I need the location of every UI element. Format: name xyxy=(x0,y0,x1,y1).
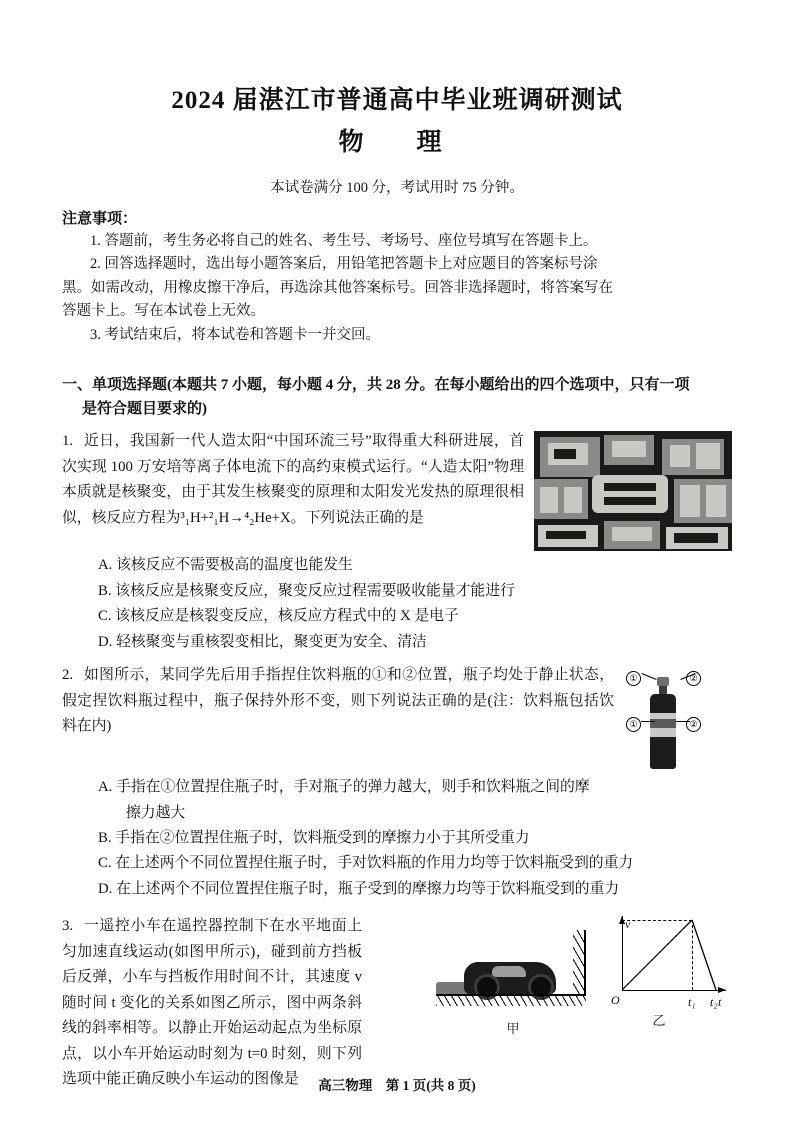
tick-label-t2: t₂ xyxy=(710,995,718,1010)
figure-label-jia: 甲 xyxy=(506,1021,520,1037)
question-number: 1. xyxy=(62,433,74,450)
option-a[interactable]: A. 手指在①位置捏住瓶子时，手对瓶子的弹力越大，则手和饮料瓶之间的摩 xyxy=(98,779,590,796)
notice-item: 1. 答题前，考生务必将自己的姓名、考生号、考场号、座位号填写在答题卡上。 xyxy=(90,233,598,249)
option-d[interactable]: D. 在上述两个不同位置捏住瓶子时，瓶子受到的摩擦力均等于饮料瓶受到的重力 xyxy=(98,880,620,897)
footer-text: 高三物理 第 1 页(共 8 页) xyxy=(318,1078,476,1093)
question-text: 近日，我国新一代人造太阳“中国环流三号”取得重大科研进展，首次实现 100 万安培等离子体电流下的高约束模式运行。“人造太阳”物理本质就是核聚变，由于其发生核聚变的原理和太阳发光发热的原理很相似，核反应方程为³₁H+²₁H→⁴₂He+X。下列说法正确的是 xyxy=(62,433,524,526)
question-text: 一遥控小车在遥控器控制下在水平地面上匀加速直线运动(如图甲所示)，碰到前方挡板后反弹，小车与挡板作用时间不计，其速度 v 随时间 t 变化的关系如图乙所示，图中两条斜线的斜率相等。以静止开始运动起点为坐标原点，以小车开始运动时刻为 t=0 时刻，则下列选项中能正确反映小车运动的图像是 xyxy=(62,918,362,1087)
notice-title: 注意事项： xyxy=(62,211,138,227)
question-number: 2. xyxy=(62,667,74,684)
question-text: 如图所示，某同学先后用手指捏住饮料瓶的①和②位置，瓶子均处于静止状态，假定捏饮料瓶过程中，瓶子保持外形不变，则下列说法正确的是(注：饮料瓶包括饮料在内) xyxy=(62,667,614,735)
exam-info: 本试卷满分 100 分，考试用时 75 分钟。 xyxy=(270,180,524,196)
section-heading xyxy=(62,373,732,421)
subject-title: 物 理 xyxy=(338,129,456,156)
mark-label-2-side: ② xyxy=(686,715,701,734)
question-2 xyxy=(62,663,732,902)
figure-label-yi: 乙 xyxy=(652,1013,666,1029)
origin-label: O xyxy=(611,993,620,1008)
tick-label-t1: t₁ xyxy=(688,995,696,1010)
option-b[interactable]: B. 手指在②位置捏住瓶子时，饮料瓶受到的摩擦力小于其所受重力 xyxy=(98,830,530,847)
tokamak-photo-figure xyxy=(534,431,732,551)
mark-label-2-top: ② xyxy=(686,669,701,688)
question-3 xyxy=(62,914,732,1092)
axis-label-t: t xyxy=(718,995,722,1010)
option-d[interactable]: D. 轻核聚变与重核裂变相比，聚变更为安全、清洁 xyxy=(98,633,427,650)
velocity-time-graph xyxy=(592,914,732,1029)
mark-label-1-side: ① xyxy=(626,715,641,734)
notice-item: 黑。如需改动，用橡皮擦干净后，再选涂其他答案标号。回答非选择题时，将答案写在 xyxy=(62,279,613,296)
notice-item: 2. 回答选择题时，选出每小题答案后，用铅笔把答题卡上对应题目的答案标号涂 xyxy=(90,256,598,273)
option-a[interactable]: A. 该核反应不需要极高的温度也能发生 xyxy=(98,557,353,574)
section-heading-sub: 是符合题目要求的) xyxy=(82,401,207,418)
section-heading-main: 一、单项选择题(本题共 7 小题，每小题 4 分，共 28 分。在每小题给出的四个选项中，只有一项 xyxy=(62,377,690,394)
mark-label-1-top: ① xyxy=(626,669,641,688)
question-number: 3. xyxy=(62,918,74,935)
notice-item: 答题卡上。写在本试卷上无效。 xyxy=(62,303,265,320)
car-track-figure xyxy=(436,922,586,1037)
page-title: 2024 届湛江市普通高中毕业班调研测试 xyxy=(171,87,623,114)
question-1 xyxy=(62,429,732,655)
bottle-diagram-figure xyxy=(624,663,732,775)
axis-label-v: v xyxy=(625,917,631,932)
option-c[interactable]: C. 在上述两个不同位置捏住瓶子时，手对饮料瓶的作用力均等于饮料瓶受到的重力 xyxy=(98,855,634,872)
page-footer xyxy=(0,1072,794,1096)
option-b[interactable]: B. 该核反应是核聚变反应，聚变反应过程需要吸收能量才能进行 xyxy=(98,582,515,599)
bottle-illustration xyxy=(650,677,676,769)
option-a-cont: 擦力越大 xyxy=(126,804,186,821)
option-c[interactable]: C. 该核反应是核裂变反应，核反应方程式中的 X 是电子 xyxy=(98,608,459,625)
notice-item: 3. 考试结束后，将本试卷和答题卡一并交回。 xyxy=(90,326,380,343)
